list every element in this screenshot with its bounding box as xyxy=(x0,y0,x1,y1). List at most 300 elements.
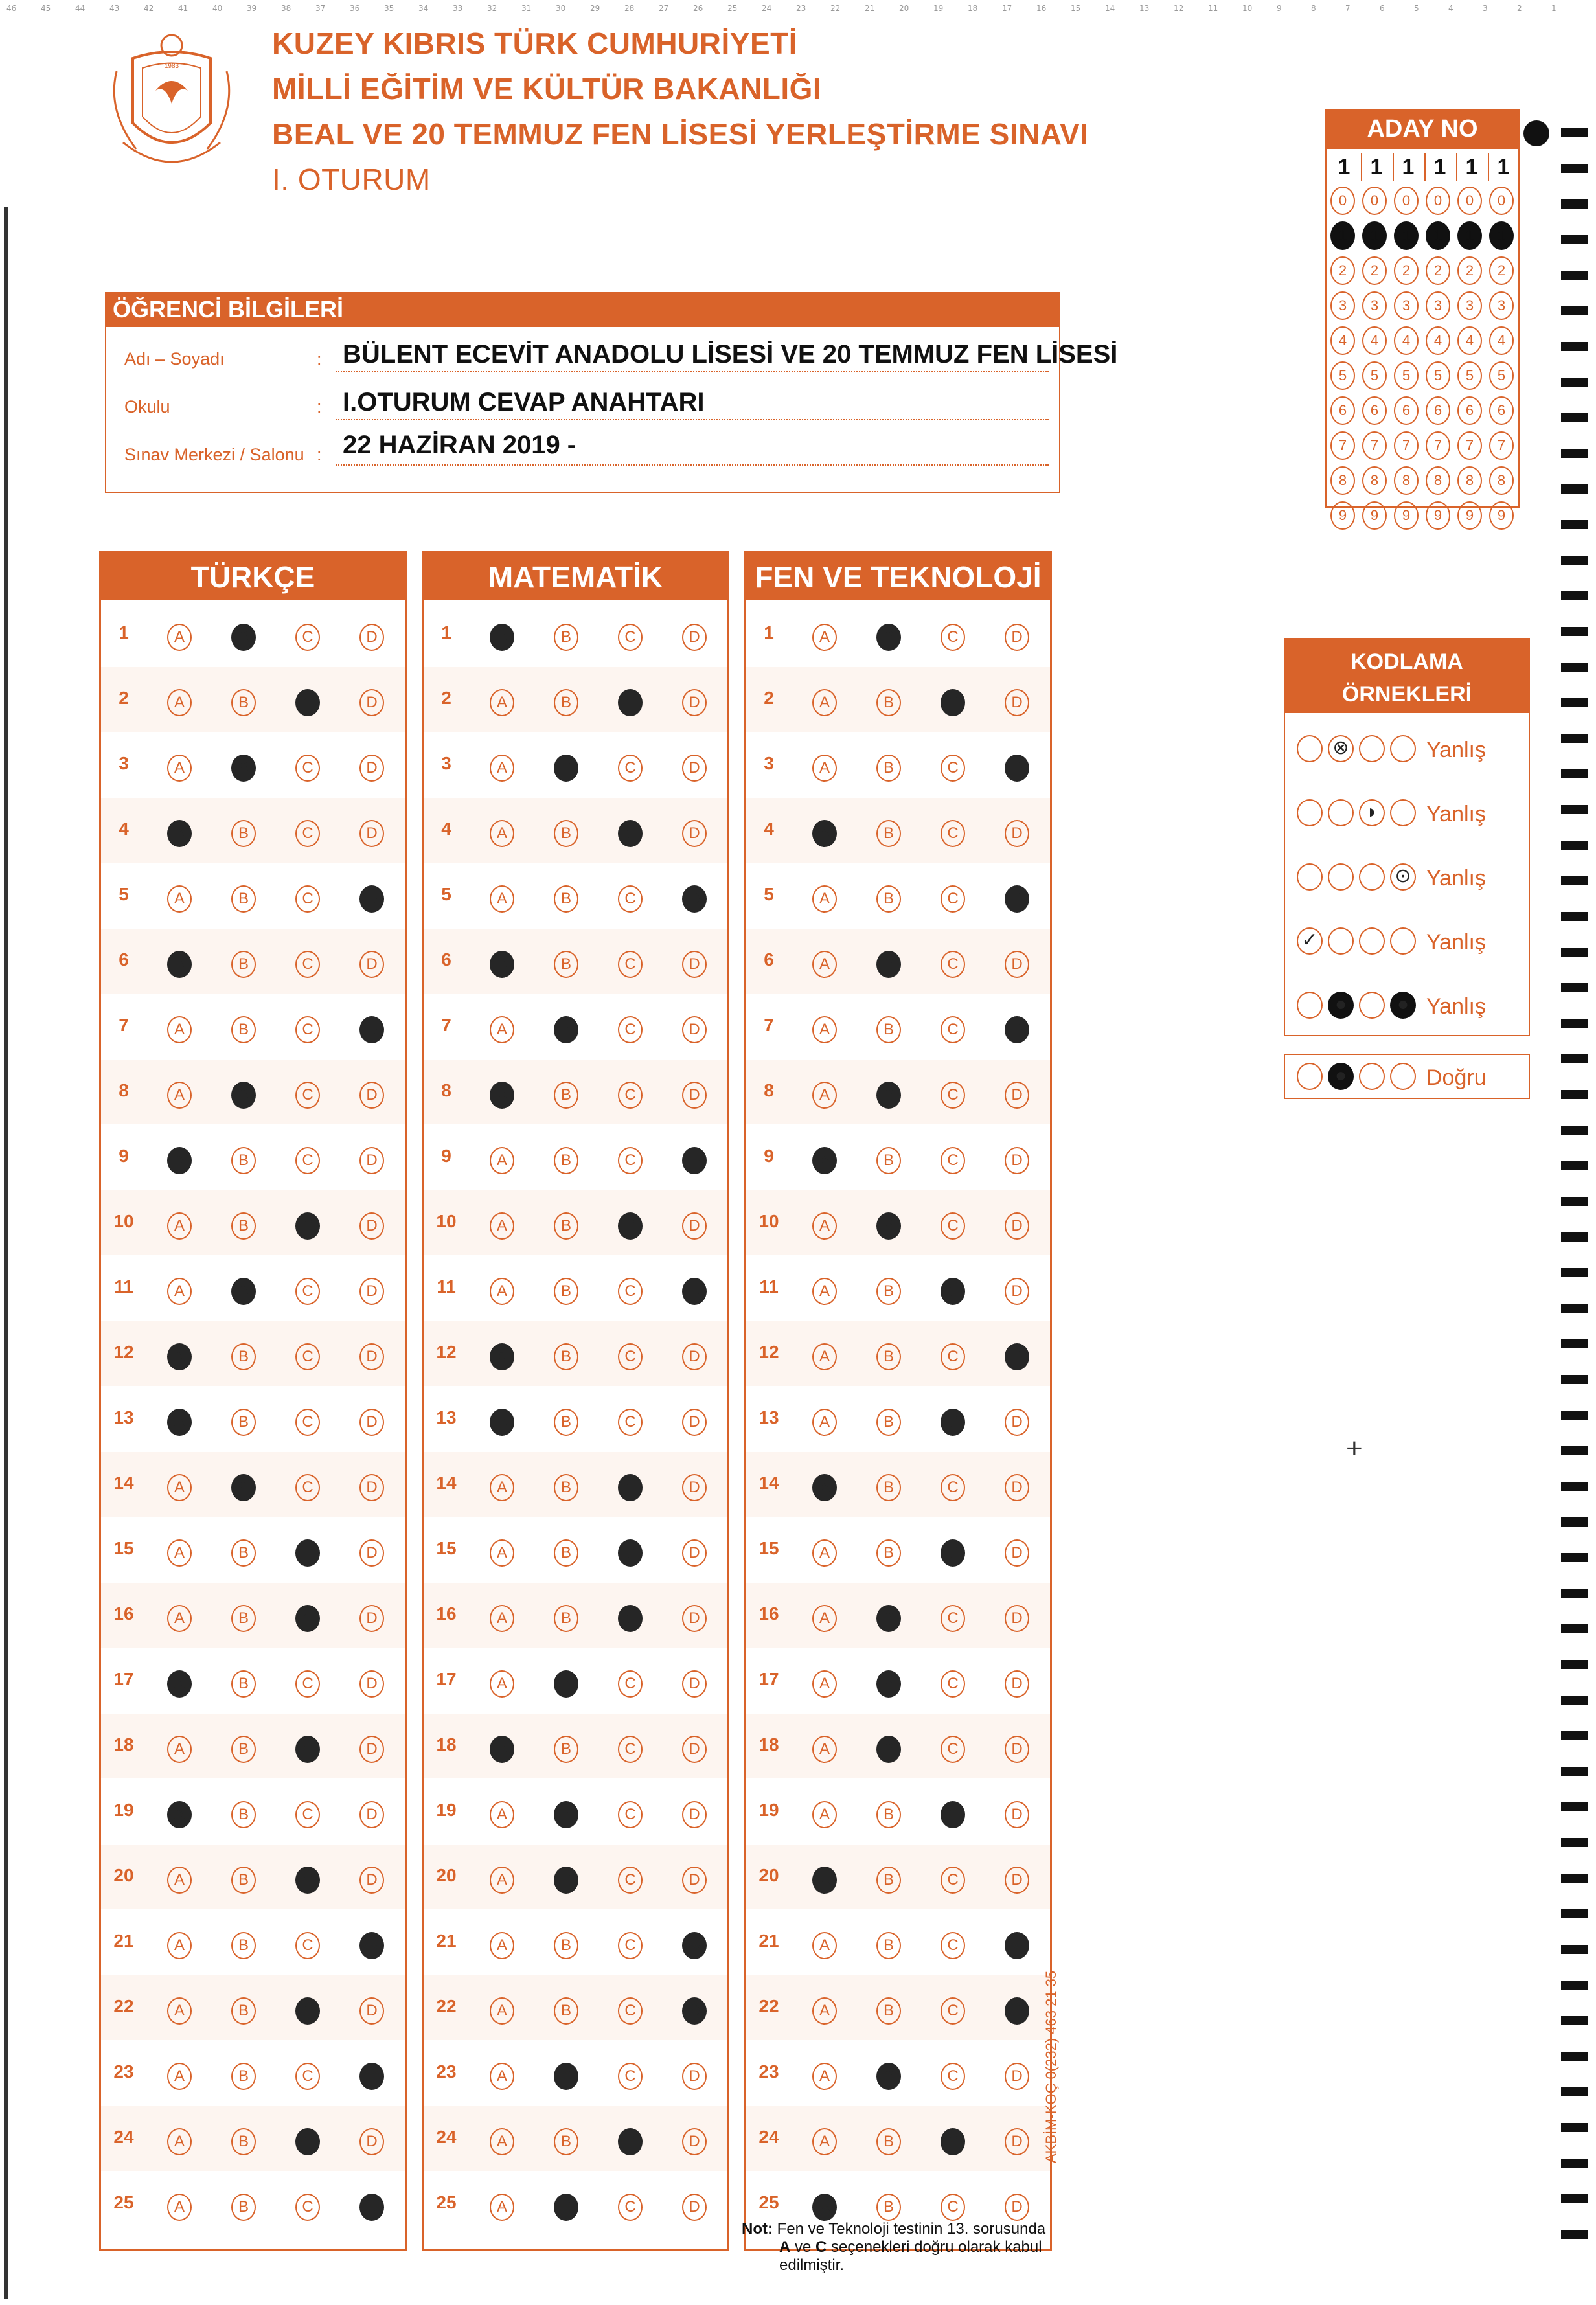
answer-bubble-d[interactable]: D xyxy=(682,1409,707,1436)
candidate-bubble[interactable]: 7 xyxy=(1489,431,1514,460)
answer-bubble-a[interactable]: A xyxy=(167,1016,192,1043)
answer-bubble-b[interactable]: B xyxy=(876,885,901,913)
answer-bubble-a[interactable]: A xyxy=(490,1539,514,1567)
answer-bubble-a[interactable]: A xyxy=(167,689,192,716)
candidate-bubble[interactable]: 7 xyxy=(1330,431,1355,460)
answer-bubble-a[interactable]: A xyxy=(490,1736,514,1763)
answer-bubble-c[interactable]: C xyxy=(295,1539,320,1567)
answer-bubble-c[interactable]: C xyxy=(295,1212,320,1240)
answer-bubble-b[interactable]: B xyxy=(876,1474,901,1501)
answer-bubble-a[interactable]: A xyxy=(167,2063,192,2090)
answer-bubble-d[interactable]: D xyxy=(682,1997,707,2025)
answer-bubble-c[interactable]: C xyxy=(618,1801,643,1828)
answer-bubble-b[interactable]: B xyxy=(876,1670,901,1698)
answer-bubble-b[interactable]: B xyxy=(231,1670,256,1698)
answer-bubble-c[interactable]: C xyxy=(295,1016,320,1043)
candidate-bubble[interactable]: 2 xyxy=(1426,256,1450,285)
answer-bubble-b[interactable]: B xyxy=(876,1409,901,1436)
answer-bubble-a[interactable]: A xyxy=(812,951,837,978)
answer-bubble-d[interactable]: D xyxy=(359,885,384,913)
answer-bubble-a[interactable]: A xyxy=(812,885,837,913)
answer-bubble-c[interactable]: C xyxy=(295,1932,320,1959)
answer-bubble-d[interactable]: D xyxy=(682,624,707,651)
answer-bubble-c[interactable]: C xyxy=(940,820,965,847)
answer-bubble-c[interactable]: C xyxy=(295,1409,320,1436)
answer-bubble-a[interactable]: A xyxy=(812,1605,837,1632)
answer-bubble-d[interactable]: D xyxy=(682,2063,707,2090)
answer-bubble-d[interactable]: D xyxy=(359,1016,384,1043)
candidate-bubble[interactable]: 0 xyxy=(1362,187,1387,215)
answer-bubble-a[interactable]: A xyxy=(812,1997,837,2025)
answer-bubble-d[interactable]: D xyxy=(682,1082,707,1109)
answer-bubble-d[interactable]: D xyxy=(359,1082,384,1109)
answer-bubble-c[interactable]: C xyxy=(618,1212,643,1240)
answer-bubble-c[interactable]: C xyxy=(618,755,643,782)
answer-bubble-b[interactable]: B xyxy=(876,1539,901,1567)
candidate-bubble[interactable]: 2 xyxy=(1330,256,1355,285)
candidate-bubble[interactable]: 3 xyxy=(1330,291,1355,320)
candidate-bubble[interactable]: 9 xyxy=(1330,501,1355,530)
answer-bubble-c[interactable]: C xyxy=(940,885,965,913)
answer-bubble-b[interactable]: B xyxy=(554,1539,578,1567)
answer-bubble-d[interactable]: D xyxy=(359,1997,384,2025)
answer-bubble-c[interactable]: C xyxy=(618,1474,643,1501)
answer-bubble-b[interactable]: B xyxy=(876,1082,901,1109)
answer-bubble-a[interactable]: A xyxy=(812,1474,837,1501)
answer-bubble-d[interactable]: D xyxy=(1005,2063,1029,2090)
answer-bubble-c[interactable]: C xyxy=(940,1605,965,1632)
answer-bubble-d[interactable]: D xyxy=(682,1278,707,1305)
answer-bubble-a[interactable]: A xyxy=(812,1409,837,1436)
answer-bubble-d[interactable]: D xyxy=(682,1801,707,1828)
answer-bubble-d[interactable]: D xyxy=(1005,624,1029,651)
answer-bubble-c[interactable]: C xyxy=(295,1605,320,1632)
answer-bubble-b[interactable]: B xyxy=(876,1867,901,1894)
answer-bubble-d[interactable]: D xyxy=(359,1605,384,1632)
field-value-center[interactable]: 22 HAZİRAN 2019 - xyxy=(343,431,576,459)
candidate-bubble[interactable]: 7 xyxy=(1457,431,1482,460)
answer-bubble-a[interactable]: A xyxy=(812,1082,837,1109)
answer-bubble-a[interactable]: A xyxy=(167,1867,192,1894)
answer-bubble-c[interactable]: C xyxy=(618,2128,643,2155)
answer-bubble-b[interactable]: B xyxy=(231,1539,256,1567)
candidate-bubble[interactable]: 0 xyxy=(1457,187,1482,215)
answer-bubble-c[interactable]: C xyxy=(940,1212,965,1240)
answer-bubble-a[interactable]: A xyxy=(167,1801,192,1828)
answer-bubble-c[interactable]: C xyxy=(295,624,320,651)
answer-bubble-a[interactable]: A xyxy=(812,1147,837,1174)
answer-bubble-a[interactable]: A xyxy=(167,755,192,782)
answer-bubble-b[interactable]: B xyxy=(231,1997,256,2025)
answer-bubble-b[interactable]: B xyxy=(876,755,901,782)
answer-bubble-d[interactable]: D xyxy=(359,1932,384,1959)
answer-bubble-b[interactable]: B xyxy=(876,2063,901,2090)
answer-bubble-a[interactable]: A xyxy=(490,1474,514,1501)
answer-bubble-d[interactable]: D xyxy=(682,1932,707,1959)
answer-bubble-c[interactable]: C xyxy=(295,1082,320,1109)
answer-bubble-c[interactable]: C xyxy=(940,1016,965,1043)
candidate-bubble[interactable]: 2 xyxy=(1394,256,1419,285)
answer-bubble-c[interactable]: C xyxy=(940,1867,965,1894)
candidate-bubble[interactable]: 3 xyxy=(1426,291,1450,320)
answer-bubble-c[interactable]: C xyxy=(940,755,965,782)
candidate-bubble[interactable]: 2 xyxy=(1457,256,1482,285)
answer-bubble-a[interactable]: A xyxy=(490,820,514,847)
answer-bubble-b[interactable]: B xyxy=(231,1867,256,1894)
answer-bubble-c[interactable]: C xyxy=(295,1801,320,1828)
answer-bubble-c[interactable]: C xyxy=(295,885,320,913)
candidate-bubble[interactable]: 4 xyxy=(1330,326,1355,355)
answer-bubble-b[interactable]: B xyxy=(231,820,256,847)
answer-bubble-b[interactable]: B xyxy=(876,1932,901,1959)
answer-bubble-a[interactable]: A xyxy=(812,1212,837,1240)
answer-bubble-b[interactable]: B xyxy=(554,1147,578,1174)
answer-bubble-a[interactable]: A xyxy=(167,1343,192,1370)
answer-bubble-c[interactable]: C xyxy=(295,1997,320,2025)
candidate-bubble[interactable]: 3 xyxy=(1457,291,1482,320)
answer-bubble-c[interactable]: C xyxy=(618,1082,643,1109)
candidate-bubble[interactable]: 9 xyxy=(1394,501,1419,530)
answer-bubble-a[interactable]: A xyxy=(167,624,192,651)
candidate-bubble[interactable]: 1 xyxy=(1457,221,1482,250)
answer-bubble-b[interactable]: B xyxy=(231,1016,256,1043)
answer-bubble-b[interactable]: B xyxy=(554,1932,578,1959)
answer-bubble-c[interactable]: C xyxy=(618,1997,643,2025)
answer-bubble-c[interactable]: C xyxy=(618,2063,643,2090)
answer-bubble-c[interactable]: C xyxy=(940,1082,965,1109)
answer-bubble-b[interactable]: B xyxy=(554,885,578,913)
candidate-bubble[interactable]: 4 xyxy=(1489,326,1514,355)
answer-bubble-d[interactable]: D xyxy=(359,1539,384,1567)
answer-bubble-d[interactable]: D xyxy=(359,2128,384,2155)
answer-bubble-b[interactable]: B xyxy=(231,1605,256,1632)
answer-bubble-c[interactable]: C xyxy=(618,1539,643,1567)
candidate-bubble[interactable]: 0 xyxy=(1330,187,1355,215)
answer-bubble-c[interactable]: C xyxy=(295,820,320,847)
answer-bubble-c[interactable]: C xyxy=(618,951,643,978)
answer-bubble-c[interactable]: C xyxy=(940,624,965,651)
answer-bubble-d[interactable]: D xyxy=(1005,1409,1029,1436)
candidate-bubble[interactable]: 1 xyxy=(1330,221,1355,250)
answer-bubble-b[interactable]: B xyxy=(554,689,578,716)
answer-bubble-b[interactable]: B xyxy=(231,624,256,651)
answer-bubble-b[interactable]: B xyxy=(876,1278,901,1305)
answer-bubble-c[interactable]: C xyxy=(940,951,965,978)
answer-bubble-c[interactable]: C xyxy=(940,1736,965,1763)
answer-bubble-d[interactable]: D xyxy=(359,1474,384,1501)
answer-bubble-d[interactable]: D xyxy=(359,1147,384,1174)
answer-bubble-a[interactable]: A xyxy=(167,1539,192,1567)
answer-bubble-b[interactable]: B xyxy=(554,2063,578,2090)
answer-bubble-a[interactable]: A xyxy=(167,1082,192,1109)
answer-bubble-d[interactable]: D xyxy=(359,951,384,978)
candidate-bubble[interactable]: 7 xyxy=(1426,431,1450,460)
candidate-bubble[interactable]: 5 xyxy=(1426,361,1450,390)
answer-bubble-d[interactable]: D xyxy=(1005,1278,1029,1305)
answer-bubble-a[interactable]: A xyxy=(812,820,837,847)
answer-bubble-c[interactable]: C xyxy=(940,1409,965,1436)
answer-bubble-c[interactable]: C xyxy=(295,2128,320,2155)
answer-bubble-c[interactable]: C xyxy=(940,1670,965,1698)
answer-bubble-a[interactable]: A xyxy=(167,885,192,913)
answer-bubble-a[interactable]: A xyxy=(490,1997,514,2025)
answer-bubble-c[interactable]: C xyxy=(295,1343,320,1370)
answer-bubble-d[interactable]: D xyxy=(682,1670,707,1698)
answer-bubble-b[interactable]: B xyxy=(231,689,256,716)
candidate-bubble[interactable]: 5 xyxy=(1457,361,1482,390)
answer-bubble-b[interactable]: B xyxy=(231,1212,256,1240)
answer-bubble-d[interactable]: D xyxy=(1005,2194,1029,2221)
answer-bubble-c[interactable]: C xyxy=(618,1736,643,1763)
answer-bubble-a[interactable]: A xyxy=(490,1016,514,1043)
answer-bubble-d[interactable]: D xyxy=(359,820,384,847)
answer-bubble-a[interactable]: A xyxy=(167,1736,192,1763)
answer-bubble-d[interactable]: D xyxy=(1005,1932,1029,1959)
answer-bubble-a[interactable]: A xyxy=(812,624,837,651)
answer-bubble-c[interactable]: C xyxy=(618,2194,643,2221)
answer-bubble-a[interactable]: A xyxy=(812,1867,837,1894)
answer-bubble-c[interactable]: C xyxy=(295,1736,320,1763)
candidate-bubble[interactable]: 4 xyxy=(1362,326,1387,355)
candidate-bubble[interactable]: 5 xyxy=(1489,361,1514,390)
answer-bubble-c[interactable]: C xyxy=(295,2063,320,2090)
answer-bubble-a[interactable]: A xyxy=(490,689,514,716)
answer-bubble-d[interactable]: D xyxy=(359,1409,384,1436)
answer-bubble-c[interactable]: C xyxy=(940,1343,965,1370)
answer-bubble-b[interactable]: B xyxy=(876,624,901,651)
candidate-bubble[interactable]: 3 xyxy=(1489,291,1514,320)
answer-bubble-b[interactable]: B xyxy=(876,1212,901,1240)
answer-bubble-d[interactable]: D xyxy=(682,1605,707,1632)
answer-bubble-d[interactable]: D xyxy=(1005,1343,1029,1370)
answer-bubble-b[interactable]: B xyxy=(231,755,256,782)
answer-bubble-c[interactable]: C xyxy=(295,1278,320,1305)
answer-bubble-b[interactable]: B xyxy=(876,1343,901,1370)
candidate-bubble[interactable]: 1 xyxy=(1394,221,1419,250)
answer-bubble-c[interactable]: C xyxy=(940,1147,965,1174)
candidate-bubble[interactable]: 1 xyxy=(1489,221,1514,250)
answer-bubble-b[interactable]: B xyxy=(876,820,901,847)
answer-bubble-a[interactable]: A xyxy=(490,1082,514,1109)
candidate-bubble[interactable]: 6 xyxy=(1330,396,1355,425)
answer-bubble-a[interactable]: A xyxy=(167,1474,192,1501)
answer-bubble-d[interactable]: D xyxy=(1005,1212,1029,1240)
answer-bubble-d[interactable]: D xyxy=(682,885,707,913)
answer-bubble-a[interactable]: A xyxy=(490,1278,514,1305)
answer-bubble-a[interactable]: A xyxy=(167,1932,192,1959)
candidate-bubble[interactable]: 9 xyxy=(1457,501,1482,530)
answer-bubble-b[interactable]: B xyxy=(554,1867,578,1894)
answer-bubble-c[interactable]: C xyxy=(940,1278,965,1305)
candidate-bubble[interactable]: 3 xyxy=(1362,291,1387,320)
answer-bubble-a[interactable]: A xyxy=(812,1278,837,1305)
answer-bubble-d[interactable]: D xyxy=(1005,1605,1029,1632)
answer-bubble-a[interactable]: A xyxy=(167,2194,192,2221)
answer-bubble-c[interactable]: C xyxy=(295,755,320,782)
answer-bubble-c[interactable]: C xyxy=(618,1605,643,1632)
candidate-bubble[interactable]: 6 xyxy=(1394,396,1419,425)
answer-bubble-b[interactable]: B xyxy=(554,1278,578,1305)
answer-bubble-b[interactable]: B xyxy=(231,1278,256,1305)
answer-bubble-d[interactable]: D xyxy=(359,755,384,782)
candidate-bubble[interactable]: 5 xyxy=(1330,361,1355,390)
candidate-bubble[interactable]: 9 xyxy=(1489,501,1514,530)
answer-bubble-c[interactable]: C xyxy=(940,1932,965,1959)
answer-bubble-a[interactable]: A xyxy=(812,1539,837,1567)
answer-bubble-d[interactable]: D xyxy=(359,1212,384,1240)
answer-bubble-d[interactable]: D xyxy=(682,1343,707,1370)
answer-bubble-b[interactable]: B xyxy=(231,1409,256,1436)
answer-bubble-d[interactable]: D xyxy=(359,2194,384,2221)
candidate-bubble[interactable]: 8 xyxy=(1362,466,1387,495)
answer-bubble-c[interactable]: C xyxy=(940,1539,965,1567)
answer-bubble-d[interactable]: D xyxy=(682,1147,707,1174)
answer-bubble-d[interactable]: D xyxy=(682,1016,707,1043)
answer-bubble-a[interactable]: A xyxy=(490,1343,514,1370)
answer-bubble-a[interactable]: A xyxy=(490,951,514,978)
answer-bubble-b[interactable]: B xyxy=(554,1670,578,1698)
answer-bubble-b[interactable]: B xyxy=(554,1212,578,1240)
answer-bubble-b[interactable]: B xyxy=(231,951,256,978)
candidate-bubble[interactable]: 7 xyxy=(1362,431,1387,460)
answer-bubble-a[interactable]: A xyxy=(812,1932,837,1959)
candidate-bubble[interactable]: 5 xyxy=(1394,361,1419,390)
answer-bubble-d[interactable]: D xyxy=(359,1670,384,1698)
answer-bubble-a[interactable]: A xyxy=(490,1801,514,1828)
answer-bubble-d[interactable]: D xyxy=(359,1801,384,1828)
answer-bubble-b[interactable]: B xyxy=(554,2128,578,2155)
answer-bubble-b[interactable]: B xyxy=(554,1343,578,1370)
answer-bubble-d[interactable]: D xyxy=(1005,1474,1029,1501)
answer-bubble-d[interactable]: D xyxy=(1005,951,1029,978)
answer-bubble-d[interactable]: D xyxy=(682,1867,707,1894)
answer-bubble-c[interactable]: C xyxy=(295,1147,320,1174)
answer-bubble-d[interactable]: D xyxy=(682,1474,707,1501)
answer-bubble-a[interactable]: A xyxy=(490,885,514,913)
answer-bubble-b[interactable]: B xyxy=(231,1932,256,1959)
answer-bubble-b[interactable]: B xyxy=(231,2128,256,2155)
answer-bubble-c[interactable]: C xyxy=(618,624,643,651)
answer-bubble-a[interactable]: A xyxy=(167,1670,192,1698)
answer-bubble-d[interactable]: D xyxy=(682,1539,707,1567)
answer-bubble-b[interactable]: B xyxy=(554,1082,578,1109)
answer-bubble-a[interactable]: A xyxy=(167,820,192,847)
answer-bubble-a[interactable]: A xyxy=(167,1605,192,1632)
answer-bubble-a[interactable]: A xyxy=(490,755,514,782)
answer-bubble-a[interactable]: A xyxy=(812,2194,837,2221)
answer-bubble-a[interactable]: A xyxy=(812,689,837,716)
candidate-bubble[interactable]: 4 xyxy=(1426,326,1450,355)
answer-bubble-d[interactable]: D xyxy=(1005,1539,1029,1567)
answer-bubble-a[interactable]: A xyxy=(167,1147,192,1174)
answer-bubble-b[interactable]: B xyxy=(231,1147,256,1174)
answer-bubble-b[interactable]: B xyxy=(876,1801,901,1828)
answer-bubble-d[interactable]: D xyxy=(1005,1082,1029,1109)
candidate-bubble[interactable]: 6 xyxy=(1362,396,1387,425)
answer-bubble-b[interactable]: B xyxy=(554,1016,578,1043)
candidate-bubble[interactable]: 6 xyxy=(1426,396,1450,425)
answer-bubble-d[interactable]: D xyxy=(359,2063,384,2090)
answer-bubble-b[interactable]: B xyxy=(554,820,578,847)
answer-bubble-c[interactable]: C xyxy=(295,689,320,716)
candidate-bubble[interactable]: 5 xyxy=(1362,361,1387,390)
answer-bubble-a[interactable]: A xyxy=(490,624,514,651)
answer-bubble-c[interactable]: C xyxy=(940,2063,965,2090)
answer-bubble-c[interactable]: C xyxy=(618,1932,643,1959)
answer-bubble-d[interactable]: D xyxy=(359,1736,384,1763)
answer-bubble-c[interactable]: C xyxy=(940,1997,965,2025)
answer-bubble-c[interactable]: C xyxy=(618,1867,643,1894)
answer-bubble-c[interactable]: C xyxy=(295,951,320,978)
answer-bubble-b[interactable]: B xyxy=(231,1736,256,1763)
answer-bubble-c[interactable]: C xyxy=(618,1343,643,1370)
answer-bubble-d[interactable]: D xyxy=(359,689,384,716)
answer-bubble-b[interactable]: B xyxy=(876,1016,901,1043)
answer-bubble-b[interactable]: B xyxy=(231,1474,256,1501)
answer-bubble-d[interactable]: D xyxy=(1005,1670,1029,1698)
answer-bubble-b[interactable]: B xyxy=(876,2128,901,2155)
candidate-bubble[interactable]: 4 xyxy=(1394,326,1419,355)
answer-bubble-d[interactable]: D xyxy=(682,1736,707,1763)
answer-bubble-d[interactable]: D xyxy=(682,820,707,847)
candidate-bubble[interactable]: 7 xyxy=(1394,431,1419,460)
candidate-bubble[interactable]: 2 xyxy=(1362,256,1387,285)
candidate-bubble[interactable]: 0 xyxy=(1489,187,1514,215)
candidate-bubble[interactable]: 6 xyxy=(1489,396,1514,425)
answer-bubble-b[interactable]: B xyxy=(876,1605,901,1632)
answer-bubble-d[interactable]: D xyxy=(682,755,707,782)
answer-bubble-b[interactable]: B xyxy=(554,1801,578,1828)
answer-bubble-b[interactable]: B xyxy=(231,2063,256,2090)
answer-bubble-c[interactable]: C xyxy=(295,1867,320,1894)
answer-bubble-d[interactable]: D xyxy=(1005,1801,1029,1828)
answer-bubble-c[interactable]: C xyxy=(618,1278,643,1305)
answer-bubble-d[interactable]: D xyxy=(359,1343,384,1370)
field-value-name[interactable]: BÜLENT ECEVİT ANADOLU LİSESİ VE 20 TEMMUZ FEN LİSESİ xyxy=(343,340,1118,369)
answer-bubble-b[interactable]: B xyxy=(554,951,578,978)
answer-bubble-a[interactable]: A xyxy=(812,1016,837,1043)
answer-bubble-b[interactable]: B xyxy=(231,1801,256,1828)
answer-bubble-b[interactable]: B xyxy=(554,1997,578,2025)
answer-bubble-c[interactable]: C xyxy=(618,1016,643,1043)
answer-bubble-a[interactable]: A xyxy=(812,1670,837,1698)
answer-bubble-d[interactable]: D xyxy=(359,1867,384,1894)
answer-bubble-b[interactable]: B xyxy=(876,1997,901,2025)
answer-bubble-a[interactable]: A xyxy=(167,2128,192,2155)
answer-bubble-c[interactable]: C xyxy=(618,885,643,913)
answer-bubble-c[interactable]: C xyxy=(618,689,643,716)
answer-bubble-b[interactable]: B xyxy=(231,1343,256,1370)
answer-bubble-d[interactable]: D xyxy=(682,2194,707,2221)
answer-bubble-b[interactable]: B xyxy=(231,2194,256,2221)
candidate-bubble[interactable]: 9 xyxy=(1426,501,1450,530)
answer-bubble-c[interactable]: C xyxy=(295,2194,320,2221)
answer-bubble-a[interactable]: A xyxy=(490,2194,514,2221)
answer-bubble-b[interactable]: B xyxy=(876,951,901,978)
answer-bubble-d[interactable]: D xyxy=(682,689,707,716)
answer-bubble-b[interactable]: B xyxy=(876,689,901,716)
answer-bubble-c[interactable]: C xyxy=(618,820,643,847)
answer-bubble-a[interactable]: A xyxy=(167,1278,192,1305)
answer-bubble-d[interactable]: D xyxy=(682,1212,707,1240)
answer-bubble-a[interactable]: A xyxy=(167,1997,192,2025)
answer-bubble-b[interactable]: B xyxy=(554,624,578,651)
answer-bubble-b[interactable]: B xyxy=(554,1605,578,1632)
answer-bubble-c[interactable]: C xyxy=(295,1670,320,1698)
answer-bubble-a[interactable]: A xyxy=(167,1212,192,1240)
candidate-bubble[interactable]: 6 xyxy=(1457,396,1482,425)
candidate-bubble[interactable]: 8 xyxy=(1457,466,1482,495)
